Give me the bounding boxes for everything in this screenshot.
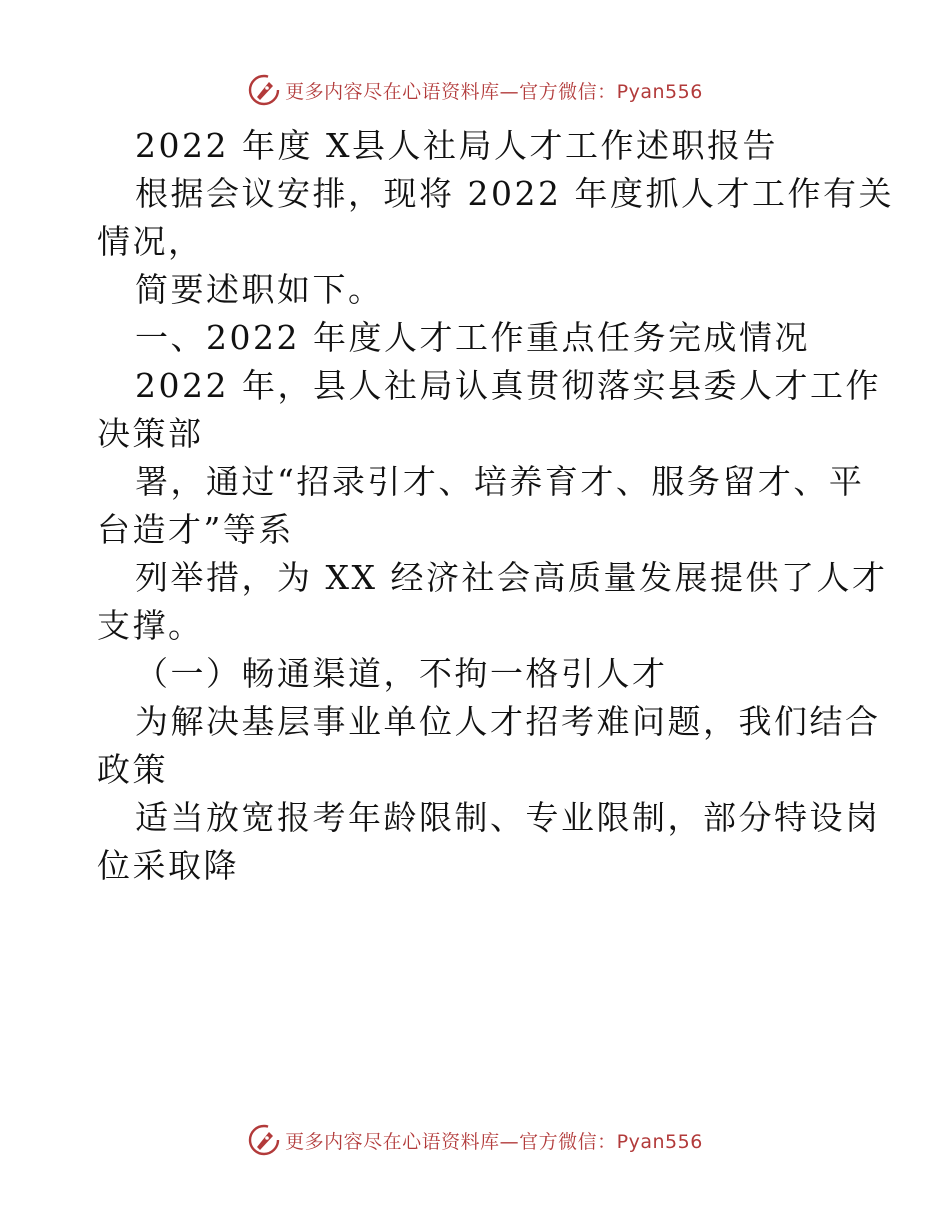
document-title: 2022 年度 X县人社局人才工作述职报告 [135, 126, 778, 165]
paragraph-line: 根据会议安排，现将 2022 年度抓人才工作有关 [135, 174, 894, 213]
paragraph-line: 政策 [97, 750, 168, 789]
header-watermark [0, 70, 950, 110]
paragraph-line: 列举措，为 XX 经济社会高质量发展提供了人才 [135, 558, 888, 597]
paragraph-line: 为解决基层事业单位人才招考难问题，我们结合 [135, 702, 881, 741]
paragraph-line: 情况， [97, 222, 204, 261]
paragraph-line: 简要述职如下。 [135, 270, 384, 309]
paragraph-line: 支撑。 [97, 606, 204, 645]
pen-nib-logo-icon [247, 1123, 281, 1157]
paragraph-line: 署，通过“招录引才、培养育才、服务留才、平 [135, 462, 865, 501]
paragraph-line: 决策部 [97, 414, 204, 453]
paragraph-line: 适当放宽报考年龄限制、专业限制，部分特设岗 [135, 798, 881, 837]
paragraph-line: 台造才”等系 [97, 510, 294, 549]
paragraph-line: 位采取降 [97, 846, 239, 885]
subsection-heading: （一）畅通渠道，不拘一格引人才 [135, 654, 668, 693]
pen-nib-logo-icon [247, 73, 281, 107]
document-body [97, 122, 894, 890]
watermark-text: 更多内容尽在心语资料库—官方微信：Pyan556 [285, 1130, 703, 1153]
footer-watermark [0, 1120, 950, 1160]
section-heading: 一、2022 年度人才工作重点任务完成情况 [135, 318, 810, 357]
paragraph-line: 2022 年，县人社局认真贯彻落实县委人才工作 [135, 366, 881, 405]
watermark-text: 更多内容尽在心语资料库—官方微信：Pyan556 [285, 80, 703, 103]
